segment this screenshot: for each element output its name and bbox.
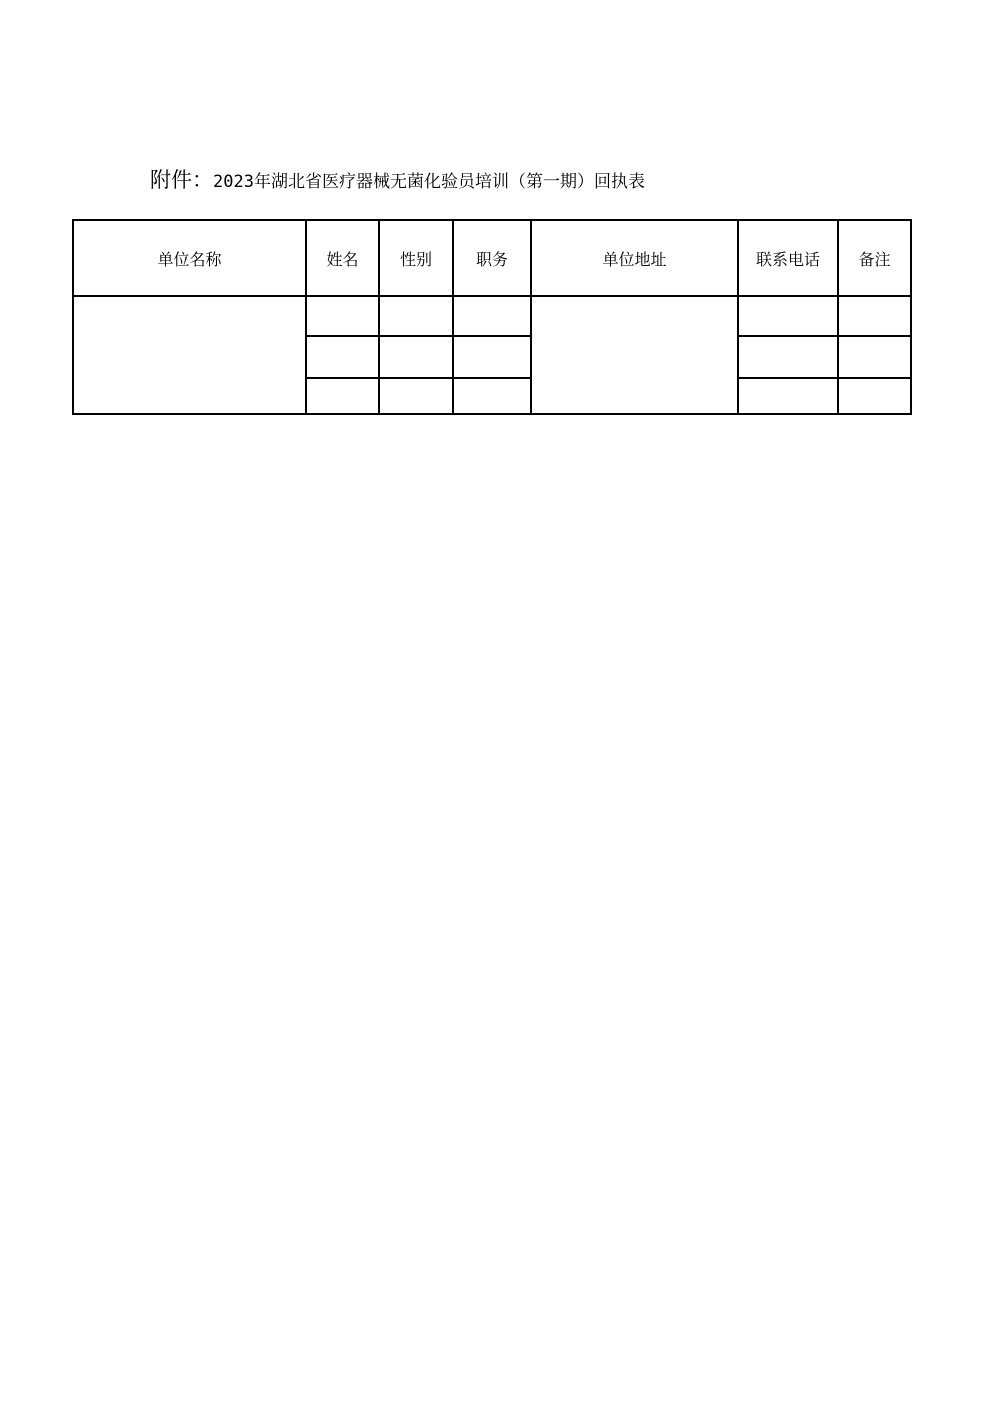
- header-unit-address: 单位地址: [531, 220, 738, 296]
- cell-phone[interactable]: [738, 296, 838, 336]
- cell-name[interactable]: [306, 336, 379, 378]
- header-unit-name: 单位名称: [73, 220, 306, 296]
- cell-phone[interactable]: [738, 336, 838, 378]
- header-name: 姓名: [306, 220, 379, 296]
- registration-table: [72, 219, 912, 415]
- table-row: [73, 296, 911, 336]
- table-header-row: [73, 220, 911, 296]
- cell-unit-name[interactable]: [73, 296, 306, 414]
- title-main: 2023年湖北省医疗器械无菌化验员培训（第一期）回执表: [213, 172, 645, 192]
- cell-name[interactable]: [306, 378, 379, 414]
- header-gender: 性别: [379, 220, 453, 296]
- header-phone: 联系电话: [738, 220, 838, 296]
- cell-gender[interactable]: [379, 296, 453, 336]
- cell-position[interactable]: [453, 336, 531, 378]
- cell-remarks[interactable]: [838, 336, 911, 378]
- cell-phone[interactable]: [738, 378, 838, 414]
- cell-unit-address[interactable]: [531, 296, 738, 414]
- cell-gender[interactable]: [379, 336, 453, 378]
- cell-gender[interactable]: [379, 378, 453, 414]
- document-title: [150, 165, 950, 195]
- header-position: 职务: [453, 220, 531, 296]
- cell-position[interactable]: [453, 296, 531, 336]
- header-remarks: 备注: [838, 220, 911, 296]
- title-prefix: 附件：: [150, 168, 213, 192]
- cell-position[interactable]: [453, 378, 531, 414]
- cell-remarks[interactable]: [838, 296, 911, 336]
- cell-name[interactable]: [306, 296, 379, 336]
- cell-remarks[interactable]: [838, 378, 911, 414]
